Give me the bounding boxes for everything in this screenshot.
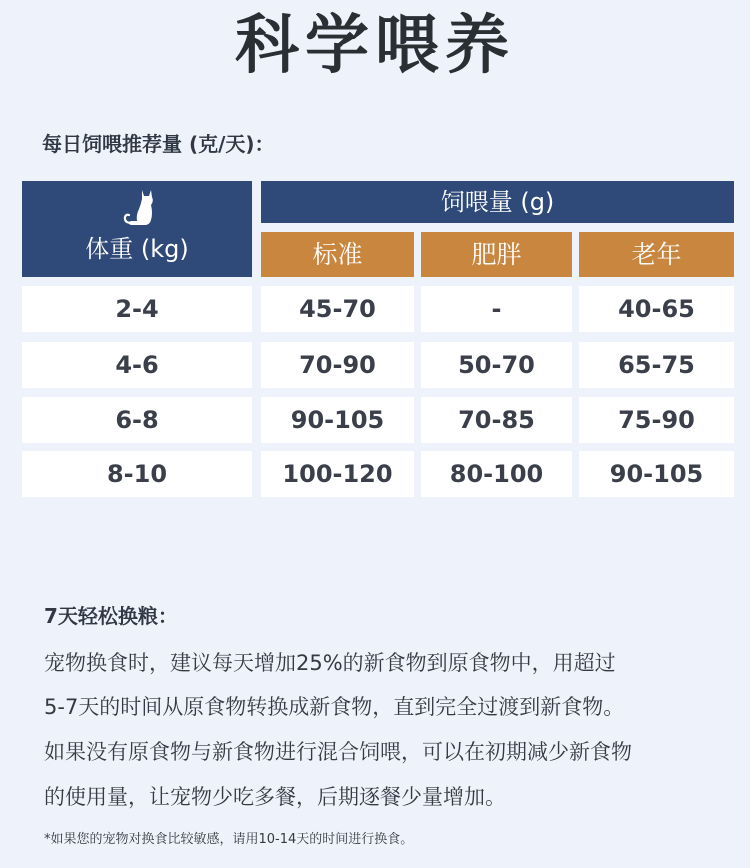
cat-icon (120, 187, 156, 227)
table-cell-standard: 45-70 (261, 286, 414, 332)
weight-column-header (22, 181, 252, 277)
sensitivity-footnote: *如果您的宠物对换食比较敏感，请用10-14天的时间进行换食。 (44, 832, 414, 847)
standard-column-header: 标准 (261, 232, 414, 277)
feeding-table (22, 181, 734, 497)
table-cell-weight: 2-4 (22, 286, 252, 332)
overweight-column-header: 肥胖 (421, 232, 572, 277)
table-cell-weight: 6-8 (22, 397, 252, 443)
table-cell-overweight: 70-85 (421, 397, 572, 443)
table-cell-senior: 90-105 (579, 451, 734, 497)
table-cell-senior: 40-65 (579, 286, 734, 332)
daily-feeding-subtitle: 每日饲喂推荐量 (克/天)： (42, 132, 275, 156)
feed-amount-header: 饲喂量 (g) (261, 181, 734, 223)
table-cell-senior: 65-75 (579, 342, 734, 388)
table-cell-standard: 100-120 (261, 451, 414, 497)
weight-header-label: 体重 (kg) (85, 235, 189, 263)
table-cell-weight: 8-10 (22, 451, 252, 497)
page-title: 科学喂养 (235, 9, 515, 83)
table-cell-overweight: - (421, 286, 572, 332)
table-cell-overweight: 80-100 (421, 451, 572, 497)
food-transition-heading: 7天轻松换粮： (44, 604, 178, 628)
transition-paragraph-line: 如果没有原食物与新食物进行混合饲喂，可以在初期减少新食物 (44, 740, 632, 764)
transition-paragraph-line: 的使用量，让宠物少吃多餐，后期逐餐少量增加。 (44, 785, 506, 809)
table-cell-overweight: 50-70 (421, 342, 572, 388)
table-cell-senior: 75-90 (579, 397, 734, 443)
transition-paragraph-line: 宠物换食时，建议每天增加25%的新食物到原食物中，用超过 (44, 651, 616, 675)
transition-paragraph-line: 5-7天的时间从原食物转换成新食物，直到完全过渡到新食物。 (44, 695, 625, 719)
senior-column-header: 老年 (579, 232, 734, 277)
table-cell-standard: 70-90 (261, 342, 414, 388)
table-cell-standard: 90-105 (261, 397, 414, 443)
table-cell-weight: 4-6 (22, 342, 252, 388)
